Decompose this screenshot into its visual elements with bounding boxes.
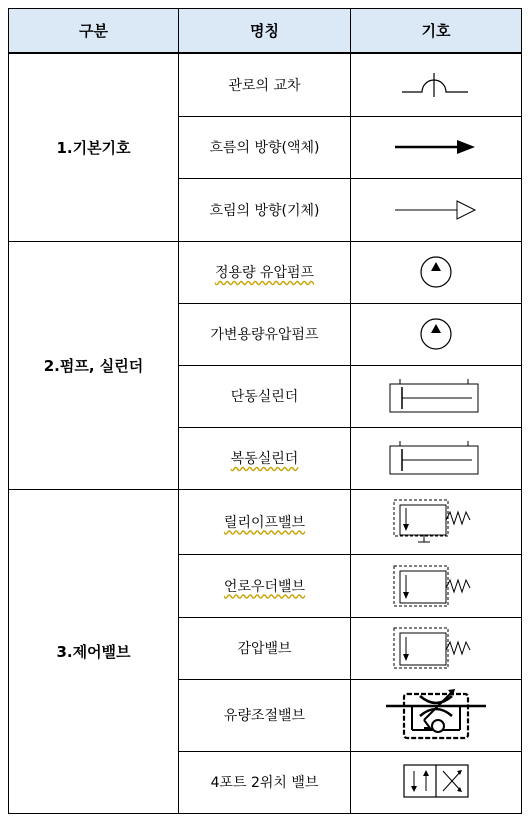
item-name: 복동실린더 <box>230 451 299 467</box>
item-name: 관로의 교차 <box>179 53 351 116</box>
table-row <box>9 241 522 303</box>
category-basic-symbols: 1.기본기호 <box>9 53 179 241</box>
symbol-cell <box>351 365 522 427</box>
flow-control-valve-icon <box>384 686 488 744</box>
hollow-arrow-icon <box>391 197 481 223</box>
pressure-reducing-valve-icon <box>386 625 486 671</box>
4port-2position-valve-icon <box>386 760 486 804</box>
item-name: 단동실린더 <box>179 365 351 427</box>
symbol-cell <box>351 751 522 813</box>
item-name: 흐름의 방향(액체) <box>179 116 351 178</box>
pipe-crossing-icon <box>396 67 476 103</box>
symbol-cell <box>351 617 522 679</box>
unloader-valve-icon <box>386 563 486 609</box>
table-row <box>9 53 522 116</box>
hydraulic-symbols-table <box>8 8 522 814</box>
symbol-cell <box>351 489 522 554</box>
category-pump-cylinder: 2.펌프, 실린더 <box>9 241 179 489</box>
symbol-cell <box>351 116 522 178</box>
header-row <box>9 9 522 54</box>
header-symbol: 기호 <box>351 9 522 54</box>
double-acting-cylinder-icon <box>386 437 486 479</box>
header-category: 구분 <box>9 9 179 54</box>
symbol-cell <box>351 53 522 116</box>
relief-valve-icon <box>386 495 486 549</box>
item-name: 4포트 2위치 밸브 <box>179 751 351 813</box>
category-control-valves: 3.제어밸브 <box>9 489 179 813</box>
fixed-pump-icon <box>416 252 456 292</box>
symbol-cell <box>351 303 522 365</box>
variable-pump-icon <box>416 314 456 354</box>
item-name: 감압밸브 <box>179 617 351 679</box>
symbol-cell <box>351 679 522 751</box>
header-name: 명칭 <box>179 9 351 54</box>
symbol-cell <box>351 241 522 303</box>
item-name: 언로우더밸브 <box>223 578 306 595</box>
symbol-cell <box>351 178 522 241</box>
table-row <box>9 489 522 554</box>
item-name: 릴리이프밸브 <box>223 514 306 531</box>
filled-arrow-icon <box>391 135 481 159</box>
symbol-cell <box>351 554 522 617</box>
symbol-cell <box>351 427 522 489</box>
item-name: 유량조절밸브 <box>179 679 351 751</box>
item-name: 흐림의 방향(기체) <box>179 178 351 241</box>
single-acting-cylinder-icon <box>386 375 486 417</box>
item-name: 정용량 유압펌프 <box>214 265 315 281</box>
item-name: 가변용량유압펌프 <box>179 303 351 365</box>
